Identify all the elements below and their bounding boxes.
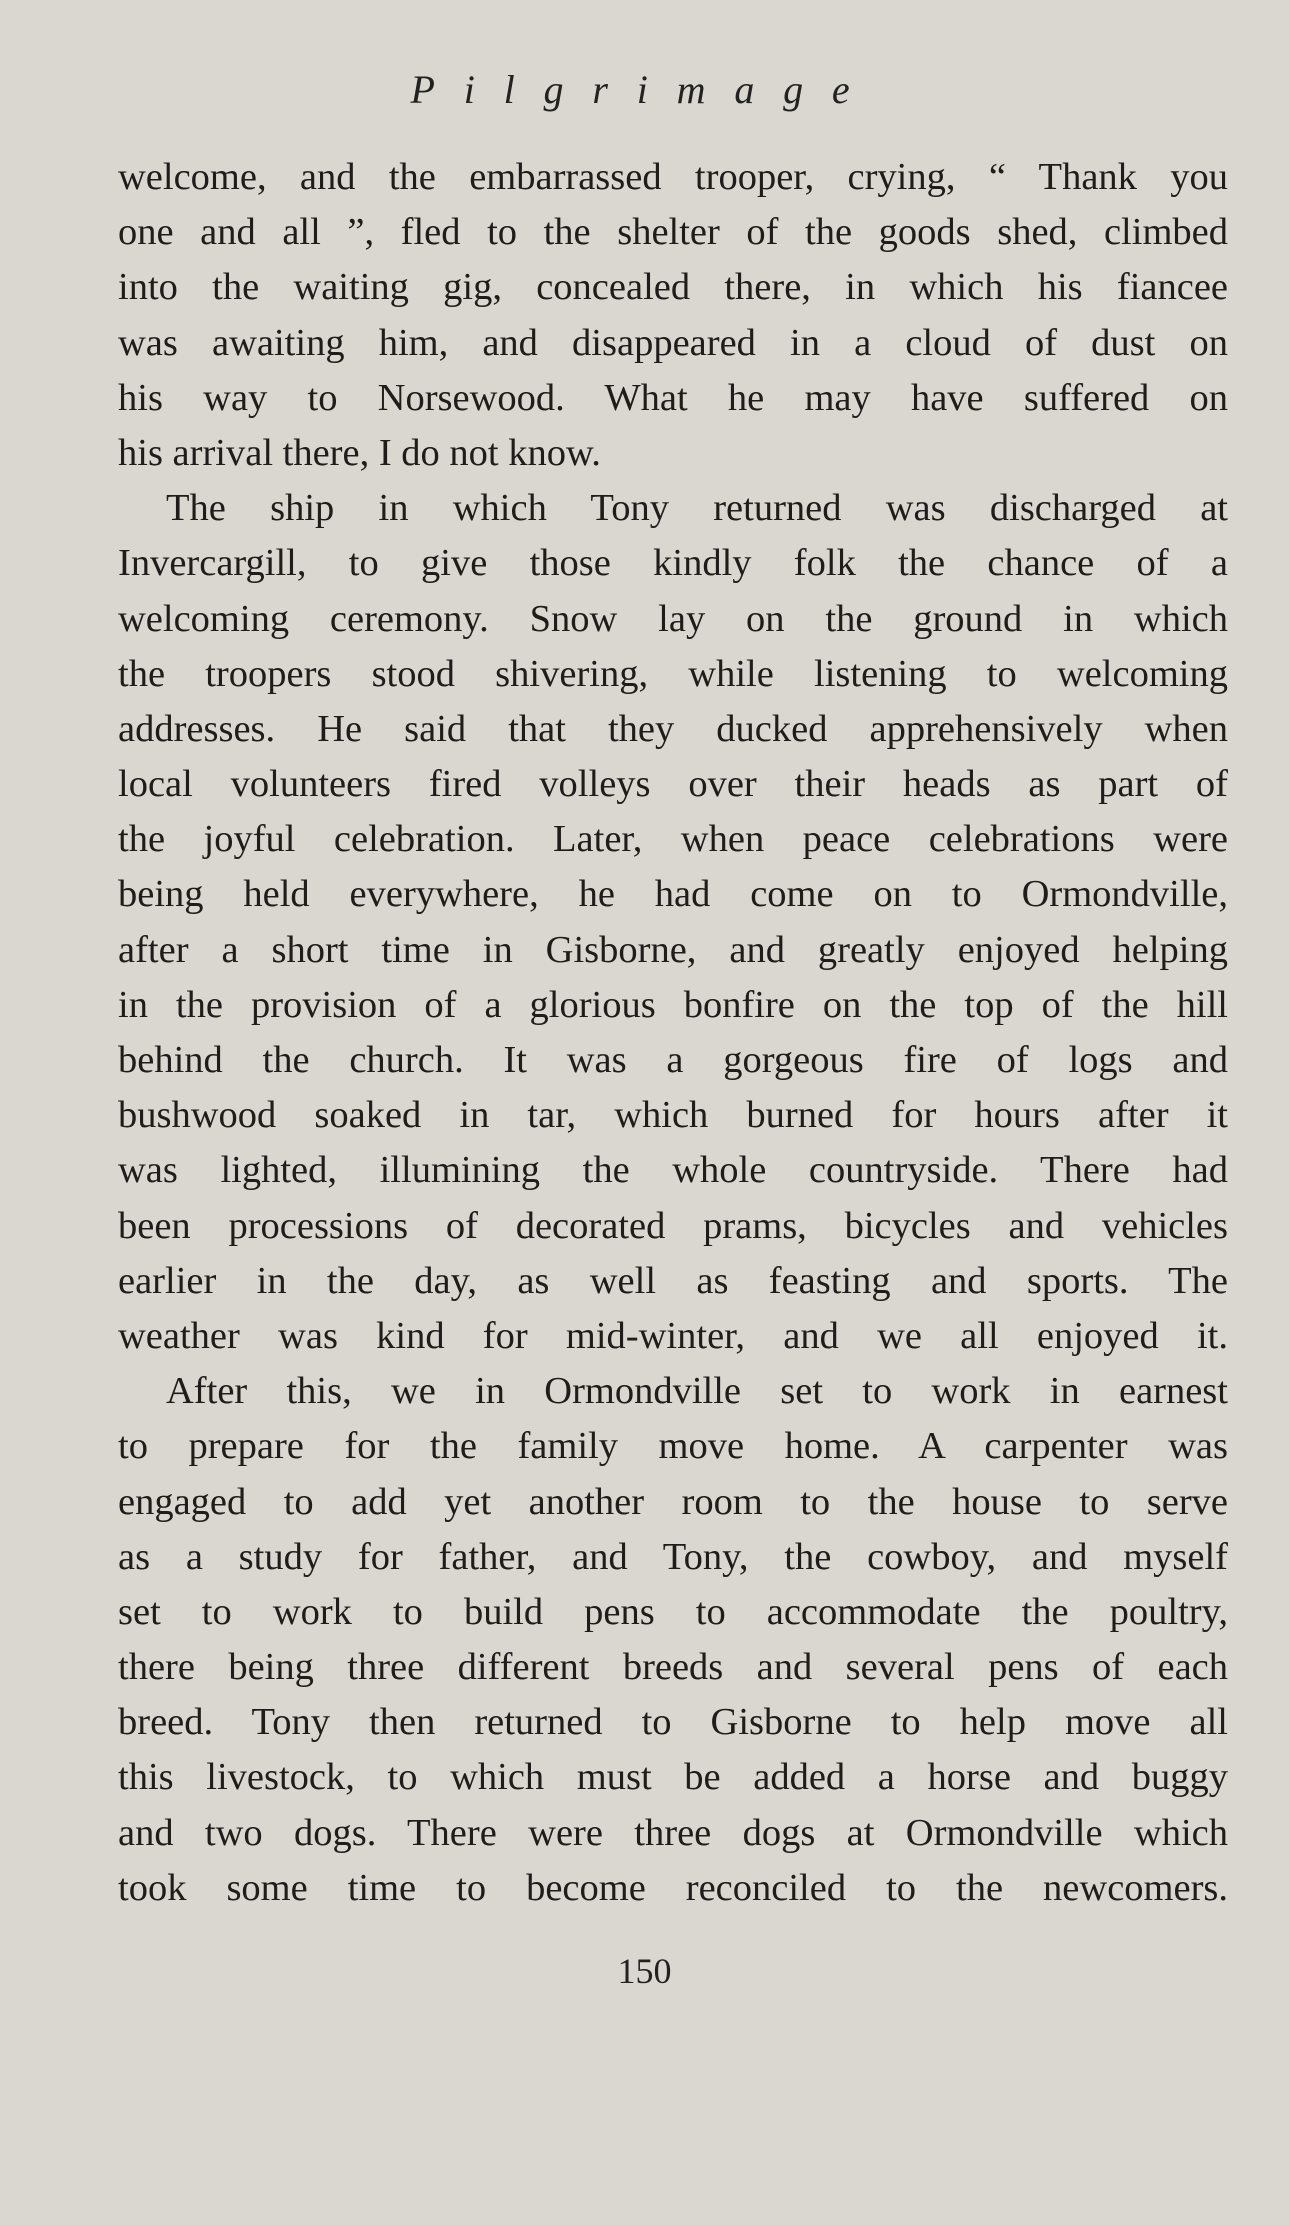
text-line: engaged to add yet another room to the house to serve [118, 1480, 1228, 1523]
text-line: Invercargill, to give those kindly folk the chance of a [118, 542, 1228, 585]
text-line: weather was kind for mid-winter, and we all enjoyed it. [118, 1314, 1228, 1357]
text-line: as a study for father, and Tony, the cowboy, and myself [118, 1535, 1228, 1578]
text-line: was awaiting him, and disappeared in a cloud of dust on [118, 321, 1228, 364]
text-line: local volunteers fired volleys over their heads as part of [118, 763, 1228, 806]
text-line: took some time to become reconciled to the newcomers. [118, 1866, 1228, 1909]
body-text [118, 150, 1228, 1916]
text-line: addresses. He said that they ducked apprehensively when [118, 707, 1228, 750]
text-line: breed. Tony then returned to Gisborne to help move all [118, 1701, 1228, 1744]
text-line: this livestock, to which must be added a horse and buggy [118, 1756, 1228, 1799]
text-line: After this, we in Ormondville set to work in earnest [166, 1370, 1228, 1413]
text-line: in the provision of a glorious bonfire on the top of the hill [118, 983, 1228, 1026]
running-head: Pilgrimage [410, 67, 879, 112]
text-line: The ship in which Tony returned was discharged at [166, 487, 1228, 530]
text-line: the joyful celebration. Later, when peace celebrations were [118, 818, 1228, 861]
text-line: there being three different breeds and several pens of each [118, 1646, 1228, 1689]
text-line: bushwood soaked in tar, which burned for hours after it [118, 1094, 1228, 1137]
page-number: 150 [617, 1951, 672, 1991]
text-line: and two dogs. There were three dogs at Ormondville which [118, 1811, 1228, 1854]
text-line: to prepare for the family move home. A carpenter was [118, 1425, 1228, 1468]
text-line: welcoming ceremony. Snow lay on the ground in which [118, 597, 1228, 640]
text-line: into the waiting gig, concealed there, in which his fiancee [118, 266, 1228, 309]
text-line: behind the church. It was a gorgeous fire of logs and [118, 1039, 1228, 1081]
text-line: earlier in the day, as well as feasting and sports. The [118, 1259, 1228, 1302]
text-line: his way to Norsewood. What he may have suffered on [118, 376, 1228, 419]
text-line: after a short time in Gisborne, and greatly enjoyed helping [118, 928, 1228, 971]
text-line: the troopers stood shivering, while listening to welcoming [118, 652, 1228, 695]
text-line: set to work to build pens to accommodate the poultry, [118, 1590, 1228, 1633]
text-line: one and all ”, fled to the shelter of the goods shed, climbed [118, 211, 1228, 254]
text-line: being held everywhere, he had come on to Ormondville, [118, 873, 1228, 916]
text-line: was lighted, illumining the whole countryside. There had [118, 1149, 1228, 1192]
text-line: welcome, and the embarrassed trooper, crying, “ Thank you [118, 156, 1228, 198]
text-line: his arrival there, I do not know. [118, 431, 601, 474]
text-line: been processions of decorated prams, bicycles and vehicles [118, 1204, 1228, 1247]
